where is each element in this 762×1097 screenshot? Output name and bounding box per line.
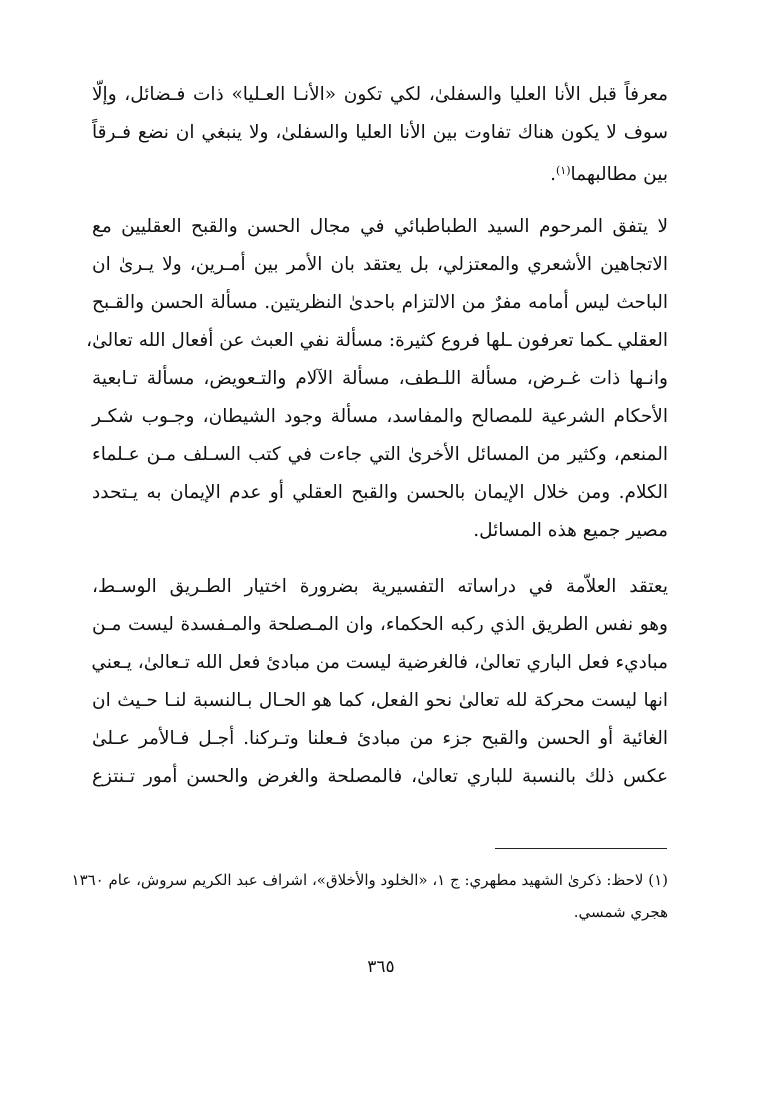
text-line: الباحث ليس أمامه مفرٌ من الالتزام باحدىٰ النظريتين. مسألة الحسن والقـبح	[92, 292, 668, 313]
footnote-divider	[495, 848, 667, 849]
text-line: الأحكام الشرعية للمصالح والمفاسد، مسألة وجود الشيطان، وجـوب شكـر	[92, 406, 668, 427]
text-line: معرفاً قبل الأنا العليا والسفلىٰ، لكي تكون «الأنـا العـليا» ذات فـضائل، وإلّا	[92, 84, 668, 105]
main-text	[86, 76, 668, 796]
text-line: مباديء فعل الباري تعالىٰ، فالغرضية ليست من مبادئ فعل الله تـعالىٰ، يـعني	[91, 652, 668, 673]
text-line: يعتقد العلاّمة في دراساته التفسيرية بضرورة اختيار الطـريق الوسـط،	[92, 576, 668, 597]
text-line	[92, 152, 668, 190]
text-line-content: بين مطالبهما	[570, 164, 668, 185]
footnote-line: (١) لاحظ: ذكرىٰ الشهيد مطهري: ج ١، «الخلود والأخلاق»، اشراف عبد الكريم سروش، عام ١٣٦٠	[71, 871, 668, 889]
text-line: عكس ذلك بالنسبة للباري تعالىٰ، فالمصلحة والغرض والحسن أمور تـنتزع	[92, 766, 668, 787]
paragraph-gap	[92, 550, 668, 568]
text-line: الكلام. ومن خلال الإيمان بالحسن والقبح العقلي أو عدم الإيمان به يـتحدد	[92, 482, 668, 503]
page-number: ٣٦٥	[367, 957, 395, 977]
text-line: العقلي ـكما تعرفون ـلها فروع كثيرة: مسألة نفي العبث عن أفعال الله تعالىٰ،	[86, 330, 668, 351]
text-line: وهو نفس الطريق الذي ركبه الحكماء، وان المـصلحة والمـفسدة ليست مـن	[92, 614, 668, 635]
footnote-reference[interactable]: (١)	[555, 164, 571, 177]
text-line: سوف لا يكون هناك تفاوت بين الأنا العليا والسفلىٰ، ولا ينبغي ان نضع فـرقاً	[92, 122, 668, 143]
paragraph-gap	[92, 190, 668, 208]
paragraph-2	[86, 208, 668, 550]
paragraph-3	[92, 568, 668, 796]
sentence-end: .	[550, 164, 556, 185]
paragraph-1	[92, 76, 668, 190]
footnote	[71, 864, 668, 928]
text-line: المنعم، وكثير من المسائل الأخرىٰ التي جاءت في كتب السـلف مـن عـلماء	[92, 444, 668, 465]
text-line: الغائية أو الحسن والقبح جزء من مبادئ فـعلنا وتـركنا. أجـل فـالأمر عـلىٰ	[92, 728, 668, 749]
text-line: انها ليست محركة لله تعالىٰ نحو الفعل، كما هو الحـال بـالنسبة لنـا حـيث ان	[92, 690, 668, 711]
text-line: لا يتفق المرحوم السيد الطباطبائي في مجال الحسن والقبح العقليين مع	[92, 216, 668, 237]
footnote-line: هجري شمسي.	[573, 903, 668, 921]
text-line: الاتجاهين الأشعري والمعتزلي، بل يعتقد بان الأمر بين أمـرين، ولا يـرىٰ ان	[92, 254, 668, 275]
text-line: مصير جميع هذه المسائل.	[473, 520, 668, 541]
text-line: وانـها ذات غـرض، مسألة اللـطف، مسألة الآلام والتـعويض، مسألة تـابعية	[92, 368, 668, 389]
